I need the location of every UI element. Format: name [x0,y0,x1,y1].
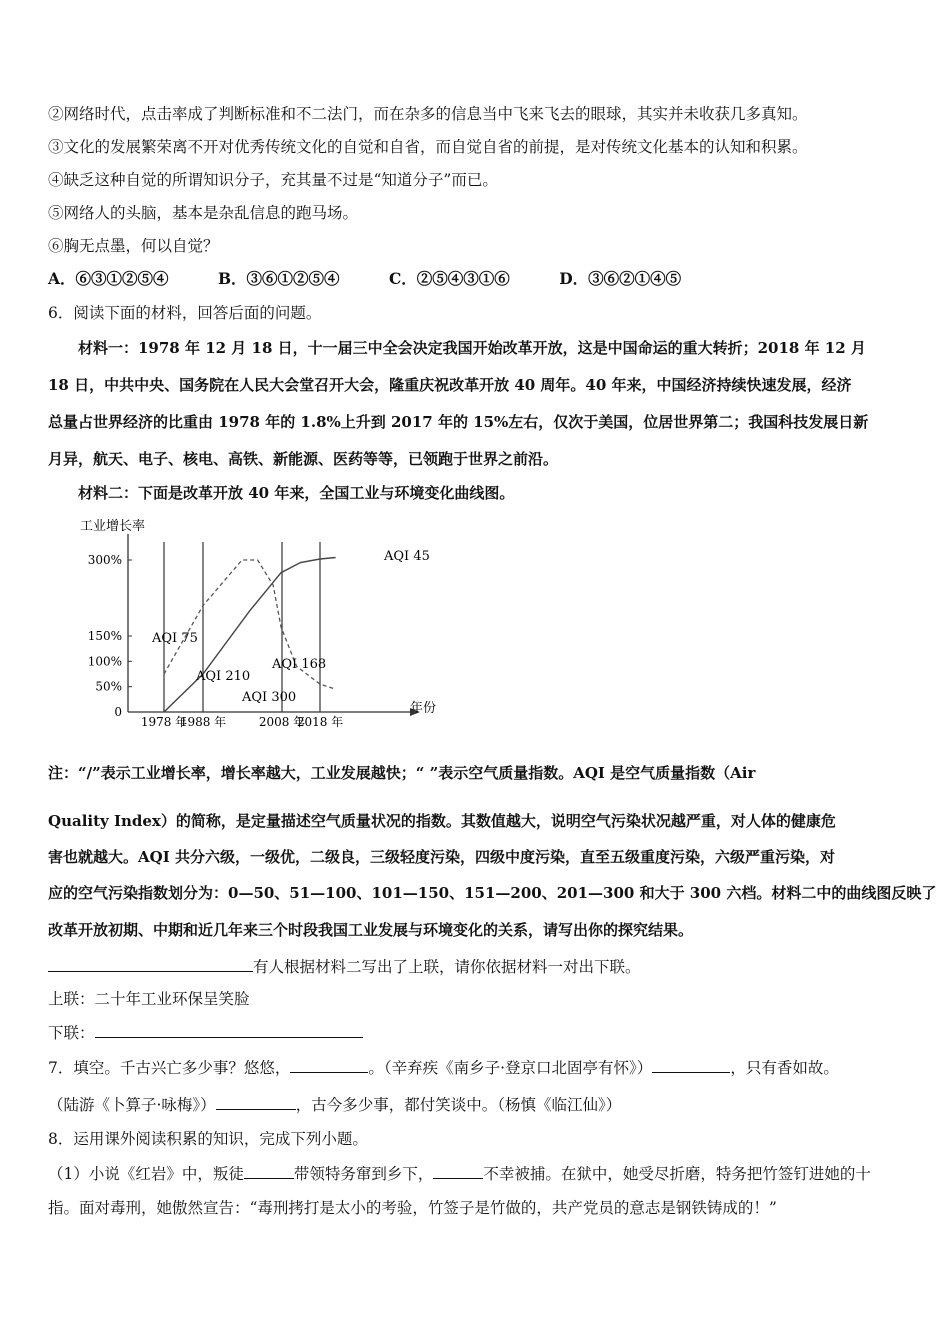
option-d[interactable]: D．③⑥②①④⑤ [559,269,682,288]
option-a[interactable]: A．⑥③①②⑤④ [48,269,169,288]
q8-stem: 8．运用课外阅读积累的知识，完成下列小题。 [48,1130,368,1148]
q7-text-b: 。（辛弃疾《南乡子·登京口北固亭有怀》） [368,1059,653,1077]
chart-xlabel: 年份 [410,701,437,716]
sentence-2: ②网络时代，点击率成了判断标准和不二法门，而在杂多的信息当中飞来飞去的眼球，其实并未收获几多真知。 [48,105,808,123]
aqi-annotation: AQI 75 [152,631,198,646]
q7-text-e: ，古今多少事，都付笑谈中。（杨慎《临江仙》） [295,1096,622,1114]
sentence-5: ⑤网络人的头脑，基本是杂乱信息的跑马场。 [48,204,359,222]
option-c[interactable]: C．②⑤④③①⑥ [388,269,510,288]
sentence-4: ④缺乏这种自觉的所谓知识分子，充其量不过是“知道分子”而已。 [48,171,498,189]
note-line-2: Quality Index）的简称，是定量描述空气质量状况的指数。其数值越大，说明空气污染状况越严重，对人体的健康危 [48,812,836,830]
q8-text-a: （1）小说《红岩》中，叛徒 [48,1165,244,1183]
q7-line-1 [48,1056,910,1079]
note-line-5: 改革开放初期、中期和近几年来三个时段我国工业发展与环境变化的关系，请写出你的探究结果。 [48,921,694,939]
note-line-4: 应的空气污染指数划分为：0—50、51—100、101—150、151—200、201—300 和大于 300 六档。材料二中的曲线图反映了 [48,884,937,902]
upper-couplet: 上联：二十年工业环保呈笑脸 [48,990,250,1008]
material-1-line-4: 月异，航天、电子、核电、高铁、新能源、医药等等，已领跑于世界之前沿。 [48,450,559,468]
sentence-3: ③文化的发展繁荣离不开对优秀传统文化的自觉和自省，而自觉自省的前提，是对传统文化基本的认知和积累。 [48,138,808,156]
q7-text-a: 7．填空。千古兴亡多少事？悠悠， [48,1059,291,1077]
chart-ylabel: 工业增长率 [80,519,146,534]
answer-options [48,268,910,290]
q8-line-1 [48,1162,910,1185]
lower-couplet [48,1021,910,1044]
x-tick-label: 1978 年 [140,715,188,729]
y-tick-label: 300% [87,553,122,567]
note-line-3: 害也就越大。AQI 共分六级，一级优，二级良，三级轻度污染，四级中度污染，直至五级重度污染，六级严重污染，对 [48,848,835,866]
x-tick-label: 2008 年 [258,715,306,729]
q8-blank-2[interactable] [433,1162,483,1179]
material-1-line-2: 18 日，中共中央、国务院在人民大会堂召开大会，隆重庆祝改革开放 40 周年。40 年来，中国经济持续快速发展，经济 [48,376,852,394]
y-tick-label: 0 [114,705,122,719]
lower-couplet-label: 下联： [48,1024,95,1042]
option-b[interactable]: B．③⑥①②⑤④ [217,269,340,288]
material-1-line-3: 总量占世界经济的比重由 1978 年的 1.8%上升到 2017 年的 15%左右，仅次于美国，位居世界第二；我国科技发展日新 [48,413,869,431]
aqi-annotation: AQI 168 [272,657,327,672]
y-tick-label: 50% [95,679,122,694]
q8-text-c: 不幸被捕。在狱中，她受尽折磨，特务把竹签钉进她的十 [483,1165,871,1183]
industry-environment-chart [70,512,470,732]
q7-blank-3[interactable] [216,1093,296,1110]
lower-couplet-blank[interactable] [95,1021,363,1038]
y-tick-label: 100% [87,654,122,669]
q8-line-2: 指。面对毒刑，她傲然宣告：“毒刑拷打是太小的考验，竹签子是竹做的，共产党员的意志是钢铁铸成的！” [48,1199,777,1217]
note-line-1: 注：“/”表示工业增长率，增长率越大，工业发展越快；“ ”表示空气质量指数。AQI 是空气质量指数（Air [48,764,756,782]
q7-blank-1[interactable] [290,1056,368,1073]
q7-blank-2[interactable] [652,1056,730,1073]
x-tick-label: 2018 年 [296,715,344,729]
aqi-annotation: AQI 45 [384,549,430,564]
y-tick-label: 150% [87,629,122,643]
couplet-prompt-text: 有人根据材料二写出了上联，请你依据材料一对出下联。 [253,958,641,976]
q8-text-b: 带领特务窜到乡下， [293,1165,434,1183]
q7-line-2 [48,1093,910,1116]
x-tick-label: 1988 年 [179,715,227,729]
q7-text-d: （陆游《卜算子·咏梅》） [48,1096,216,1114]
q8-blank-1[interactable] [244,1162,294,1179]
sentence-6: ⑥胸无点墨，何以自觉？ [48,237,219,255]
material-2-line: 材料二：下面是改革开放 40 年来，全国工业与环境变化曲线图。 [78,484,515,502]
q7-text-c: ，只有香如故。 [730,1059,839,1077]
material-1-line-1: 材料一：1978 年 12 月 18 日，十一届三中全会决定我国开始改革开放，这是中国命运的重大转折；2018 年 12 月 [78,339,866,357]
answer-blank[interactable] [48,955,253,972]
q6-stem: 6．阅读下面的材料，回答后面的问题。 [48,304,322,322]
aqi-annotation: AQI 210 [196,669,251,684]
couplet-prompt [48,955,910,978]
aqi-annotation: AQI 300 [242,690,297,705]
